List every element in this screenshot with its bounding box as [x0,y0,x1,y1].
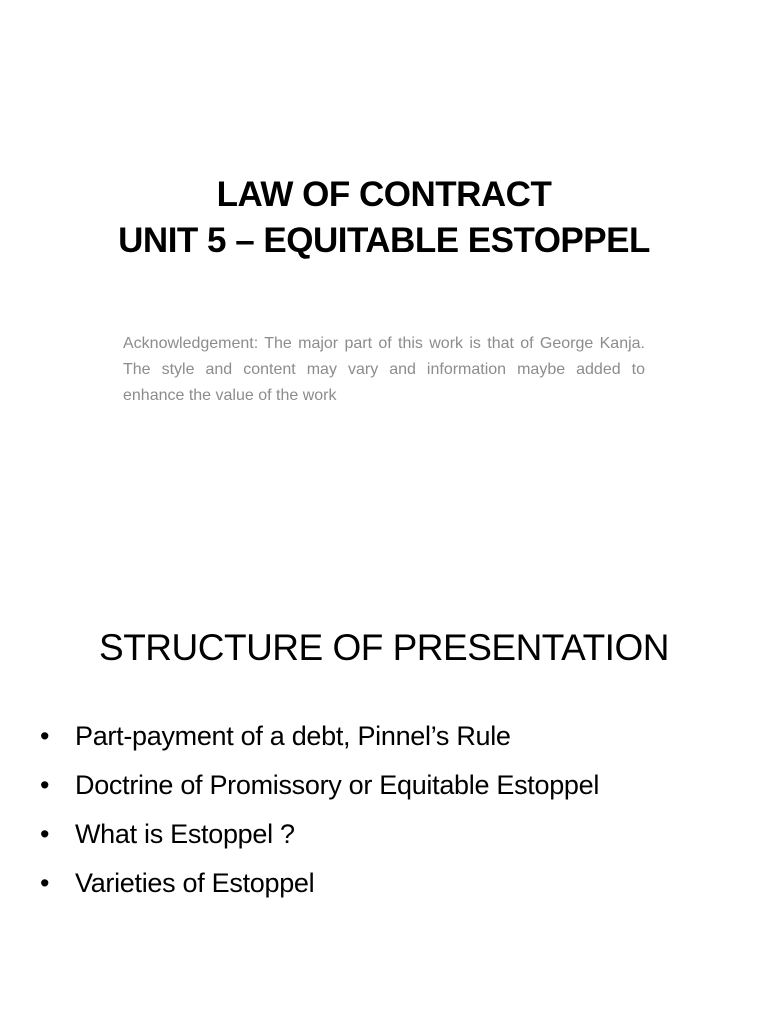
bullet-item [40,810,740,859]
bullet-glyph: • [40,770,50,800]
title-line-1: LAW OF CONTRACT [216,175,552,214]
bullet-item [40,712,740,761]
acknowledgement-text: Acknowledgement: The major part of this work is that of George Kanja. The style and content may vary and information maybe added to enhance the value of the work [123,335,645,404]
bullet-glyph: • [40,819,50,849]
bullet-glyph: • [40,868,50,898]
structure-title: STRUCTURE OF PRESENTATION [99,627,669,668]
bullet-text: Varieties of Estoppel [75,868,315,898]
bullet-list [40,712,740,908]
bullet-text: Part-payment of a debt, Pinnel’s Rule [75,721,511,751]
document-title [40,172,728,264]
bullet-item [40,761,740,810]
bullet-text: Doctrine of Promissory or Equitable Estoppel [75,770,600,800]
title-line-2: UNIT 5 – EQUITABLE ESTOPPEL [118,221,650,260]
bullet-text: What is Estoppel ? [75,819,295,849]
bullet-item [40,859,740,908]
bullet-glyph: • [40,721,50,751]
